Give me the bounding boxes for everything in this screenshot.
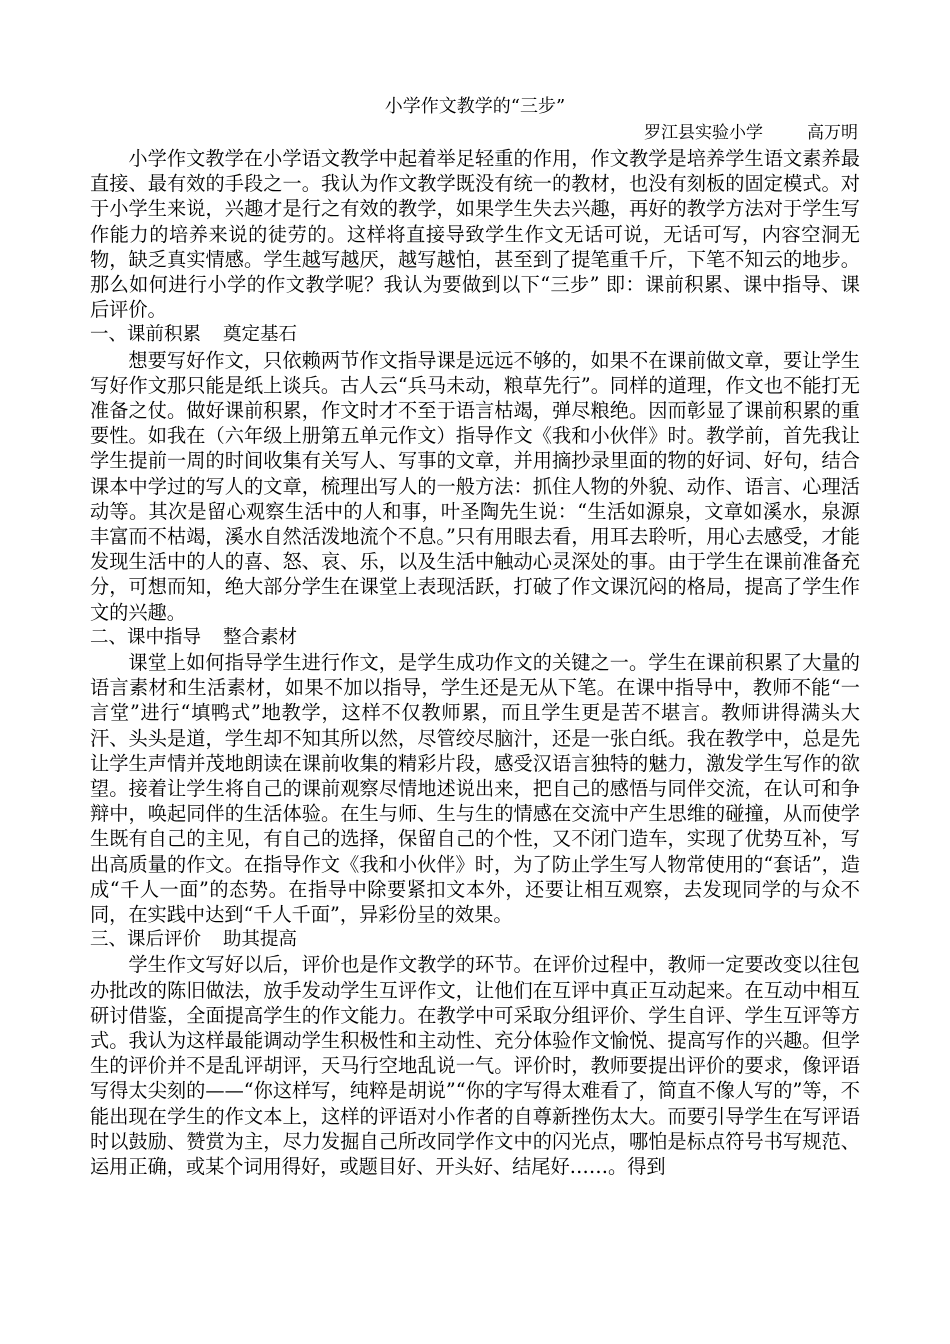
section-3-heading <box>90 927 860 952</box>
section-3-title: 课后评价 <box>127 929 202 951</box>
section-1-heading <box>90 322 860 347</box>
section-2-subtitle: 整合素材 <box>223 626 298 648</box>
section-2-title: 课中指导 <box>127 626 202 648</box>
document-content <box>90 94 860 1179</box>
section-3-paragraph: 学生作文写好以后，评价也是作文教学的环节。在评价过程中，教师一定要改变以往包办批改的陈旧做法，放手发动学生互评作文，让他们在互评中真正互动起来。在互动中相互研讨借鉴，全面提高学生的作文能力。在教学中可采取分组评价、学生自评、学生互评等方式。我认为这样最能调动学生积极性和主动性、充分体验作文愉悦、提高写作的兴趣。但学生的评价并不是乱评胡评，天马行空地乱说一气。评价时，教师要提出评价的要求，像评语写得太尖刻的——“你这样写，纯粹是胡说”“你的字写得太难看了，简直不像人写的”等，不能出现在学生的作文本上，这样的评语对小作者的自尊新挫伤太大。而要引导学生在写评语时以鼓励、赞赏为主，尽力发掘自己所改同学作文中的闪光点，哪怕是标点符号书写规范、运用正确，或某个词用得好，或题目好、开头好、结尾好……。得到 <box>90 953 860 1179</box>
author-line <box>90 120 860 146</box>
section-3-number: 三、 <box>90 929 128 951</box>
author-name: 高万明 <box>807 123 858 143</box>
section-1-subtitle: 奠定基石 <box>223 324 298 346</box>
section-2-number: 二、 <box>90 626 128 648</box>
section-2-paragraph: 课堂上如何指导学生进行作文，是学生成功作文的关键之一。学生在课前积累了大量的语言素材和生活素材，如果不加以指导，学生还是无从下笔。在课中指导中，教师不能“一言堂”进行“填鸭式”地教学，这样不仅教师累，而且学生更是苦不堪言。教师讲得满头大汗、头头是道，学生却不知其所以然，尽管绞尽脑汁，还是一张白纸。我在教学中，总是先让学生声情并茂地朗读在课前收集的精彩片段，感受汉语言独特的魅力，激发学生写作的欲望。接着让学生将自己的课前观察尽情地述说出来，把自己的感悟与同伴交流，在认可和争辩中，唤起同伴的生活体验。在生与师、生与生的情感在交流中产生思维的碰撞，从而使学生既有自己的主见，有自己的选择，保留自己的个性，又不闭门造车，实现了优势互补，写出高质量的作文。在指导作文《我和小伙伴》时，为了防止学生写人物常使用的“套话”，造成“千人一面”的态势。在指导中除要紧扣文本外，还要让相互观察，去发现同学的与众不同，在实践中达到“千人千面”，异彩份呈的效果。 <box>90 651 860 927</box>
section-2-heading <box>90 625 860 650</box>
section-1-number: 一、 <box>90 324 128 346</box>
section-3-subtitle: 助其提高 <box>223 929 298 951</box>
document-title: 小学作文教学的“三步” <box>384 96 566 117</box>
section-1-paragraph: 想要写好作文，只依赖两节作文指导课是远远不够的，如果不在课前做文章，要让学生写好作文那只能是纸上谈兵。古人云“兵马未动，粮草先行”。同样的道理，作文也不能打无准备之仗。做好课前积累，作文时才不至于语言枯竭，弹尽粮绝。因而彰显了课前积累的重要性。如我在（六年级上册第五单元作文）指导作文《我和小伙伴》时。教学前，首先我让学生提前一周的时间收集有关写人、写事的文章，并用摘抄录里面的物的好词、好句，结合课本中学过的写人的文章，梳理出写人的一般方法：抓住人物的外貌、动作、语言、心理活动等。其次是留心观察生活中的人和事，叶圣陶先生说：“生活如源泉，文章如溪水，泉源丰富而不枯竭，溪水自然活泼地流个不息。”只有用眼去看，用耳去聆听，用心去感受，才能发现生活中的人的喜、怒、哀、乐，以及生活中触动心灵深处的事。由于学生在课前准备充分，可想而知，绝大部分学生在课堂上表现活跃，打破了作文课沉闷的格局，提高了学生作文的兴趣。 <box>90 348 860 624</box>
school-name: 罗江县实验小学 <box>644 123 763 143</box>
section-1-title: 课前积累 <box>127 324 202 346</box>
intro-paragraph: 小学作文教学在小学语文教学中起着举足轻重的作用，作文教学是培养学生语文素养最直接、最有效的手段之一。我认为作文教学既没有统一的教材，也没有刻板的固定模式。对于小学生来说，兴趣才是行之有效的教学，如果学生失去兴趣，再好的教学方法对于学生写作能力的培养来说的徒劳的。这样将直接导致学生作文无话可说，无话可写，内容空洞无物，缺乏真实情感。学生越写越厌，越写越怕，甚至到了提笔重千斤，下笔不知云的地步。那么如何进行小学的作文教学呢？我认为要做到以下“三步” 即：课前积累、课中指导、课后评价。 <box>90 147 860 322</box>
